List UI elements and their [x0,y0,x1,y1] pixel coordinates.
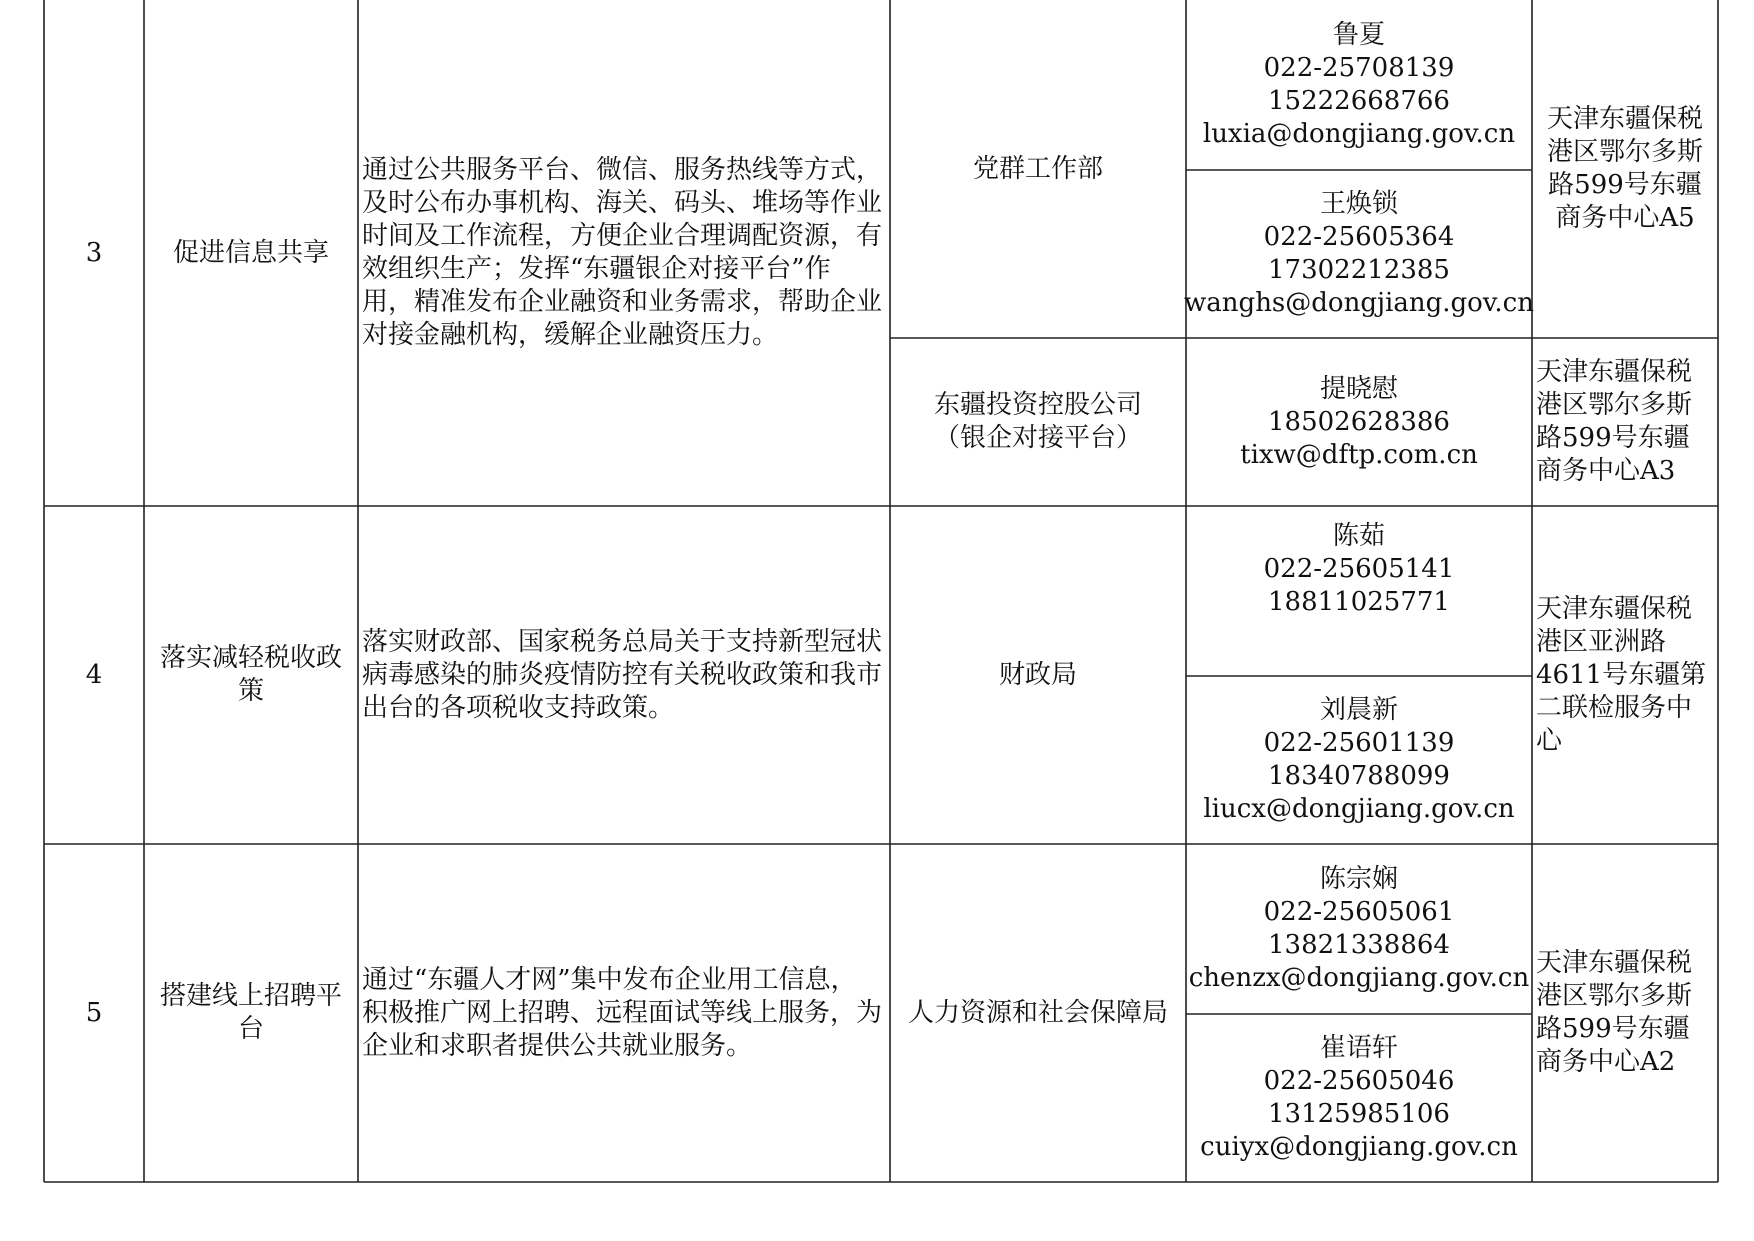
row-3-address-1 [1532,0,1718,338]
contact-email[interactable]: liucx@dongjiang.gov.cn [1203,794,1515,824]
address-text: 天津东疆保税港区鄂尔多斯路599号东疆商务中心A3 [1536,357,1693,486]
row-3-contact-2 [1186,170,1532,338]
contact-phone: 022-25601139 [1263,728,1455,758]
contact-phone: 022-25605141 [1263,554,1455,584]
contact-mobile: 15222668766 [1268,86,1450,116]
contact-email[interactable]: chenzx@dongjiang.gov.cn [1188,963,1530,993]
row-5-title: 搭建线上招聘平台 [159,981,342,1044]
contact-name: 陈茹 [1332,521,1385,551]
row-5-number: 5 [85,997,103,1028]
row-5-contact-2 [1186,1014,1532,1182]
row-3-description-text: 通过公共服务平台、微信、服务热线等方式，及时公布办事机构、海关、码头、堆场等作业时间及工作流程，方便企业合理调配资源，有效组织生产；发挥“东疆银企对接平台”作用，精准发布企业融资和业务需求，帮助企业对接金融机构，缓解企业融资压力。 [362,155,883,350]
row-3-description [358,0,890,506]
address-text: 天津东疆保税港区鄂尔多斯路599号东疆商务中心A2 [1536,948,1693,1077]
contact-email[interactable]: tixw@dftp.com.cn [1240,439,1478,470]
row-3-title: 促进信息共享 [172,237,329,268]
row-4-description-text: 落实财政部、国家税务总局关于支持新型冠状病毒感染的肺炎疫情防控有关税收政策和我市出台的各项税收支持政策。 [362,626,883,723]
row-4-dept: 财政局 [998,659,1077,690]
row-5-description [358,844,890,1182]
contact-name: 王焕锁 [1319,189,1398,219]
row-4-address [1532,506,1718,844]
contact-name: 提晓慰 [1319,373,1398,404]
row-4-contact-2 [1186,676,1532,844]
contact-name: 刘晨新 [1319,695,1398,725]
row-4-number: 4 [85,659,103,690]
contact-email[interactable]: cuiyx@dongjiang.gov.cn [1200,1132,1518,1162]
contact-mobile: 18811025771 [1268,587,1450,617]
contact-name: 陈宗娴 [1319,864,1398,894]
contact-email[interactable]: luxia@dongjiang.gov.cn [1202,119,1516,149]
row-5-dept: 人力资源和社会保障局 [907,997,1168,1028]
address-text: 天津东疆保税港区亚洲路4611号东疆第二联检服务中心 [1536,593,1707,756]
row-3-contact-3 [1186,338,1532,506]
row-4-contact-1 [1186,506,1532,676]
row-3-dept-1: 党群工作部 [972,153,1103,184]
address-text: 天津东疆保税港区鄂尔多斯路599号东疆商务中心A5 [1546,104,1703,233]
row-3-address-2 [1532,338,1718,506]
contact-email[interactable]: wanghs@dongjiang.gov.cn [1184,288,1534,318]
contact-name: 崔语轩 [1319,1033,1398,1063]
row-5-contact-1 [1186,844,1532,1014]
contact-phone: 022-25605364 [1263,222,1455,252]
contact-phone: 022-25708139 [1263,53,1455,83]
row-3-number: 3 [85,237,103,268]
contact-name: 鲁夏 [1332,20,1385,50]
row-3-contact-1 [1186,0,1532,170]
contact-phone: 022-25605061 [1263,897,1455,927]
contact-mobile: 17302212385 [1268,255,1450,285]
contact-phone: 18502628386 [1268,406,1450,437]
row-4-description [358,506,890,844]
contact-mobile: 18340788099 [1268,761,1450,791]
row-4-title: 落实减轻税收政策 [159,643,342,706]
row-5-address [1532,844,1718,1182]
contact-mobile: 13125985106 [1268,1099,1450,1129]
contact-phone: 022-25605046 [1263,1066,1455,1096]
row-5-description-text: 通过“东疆人才网”集中发布企业用工信息，积极推广网上招聘、远程面试等线上服务，为企业和求职者提供公共就业服务。 [362,964,883,1061]
contact-mobile: 13821338864 [1268,930,1450,960]
row-3-dept-2: 东疆投资控股公司（银企对接平台） [933,390,1142,453]
